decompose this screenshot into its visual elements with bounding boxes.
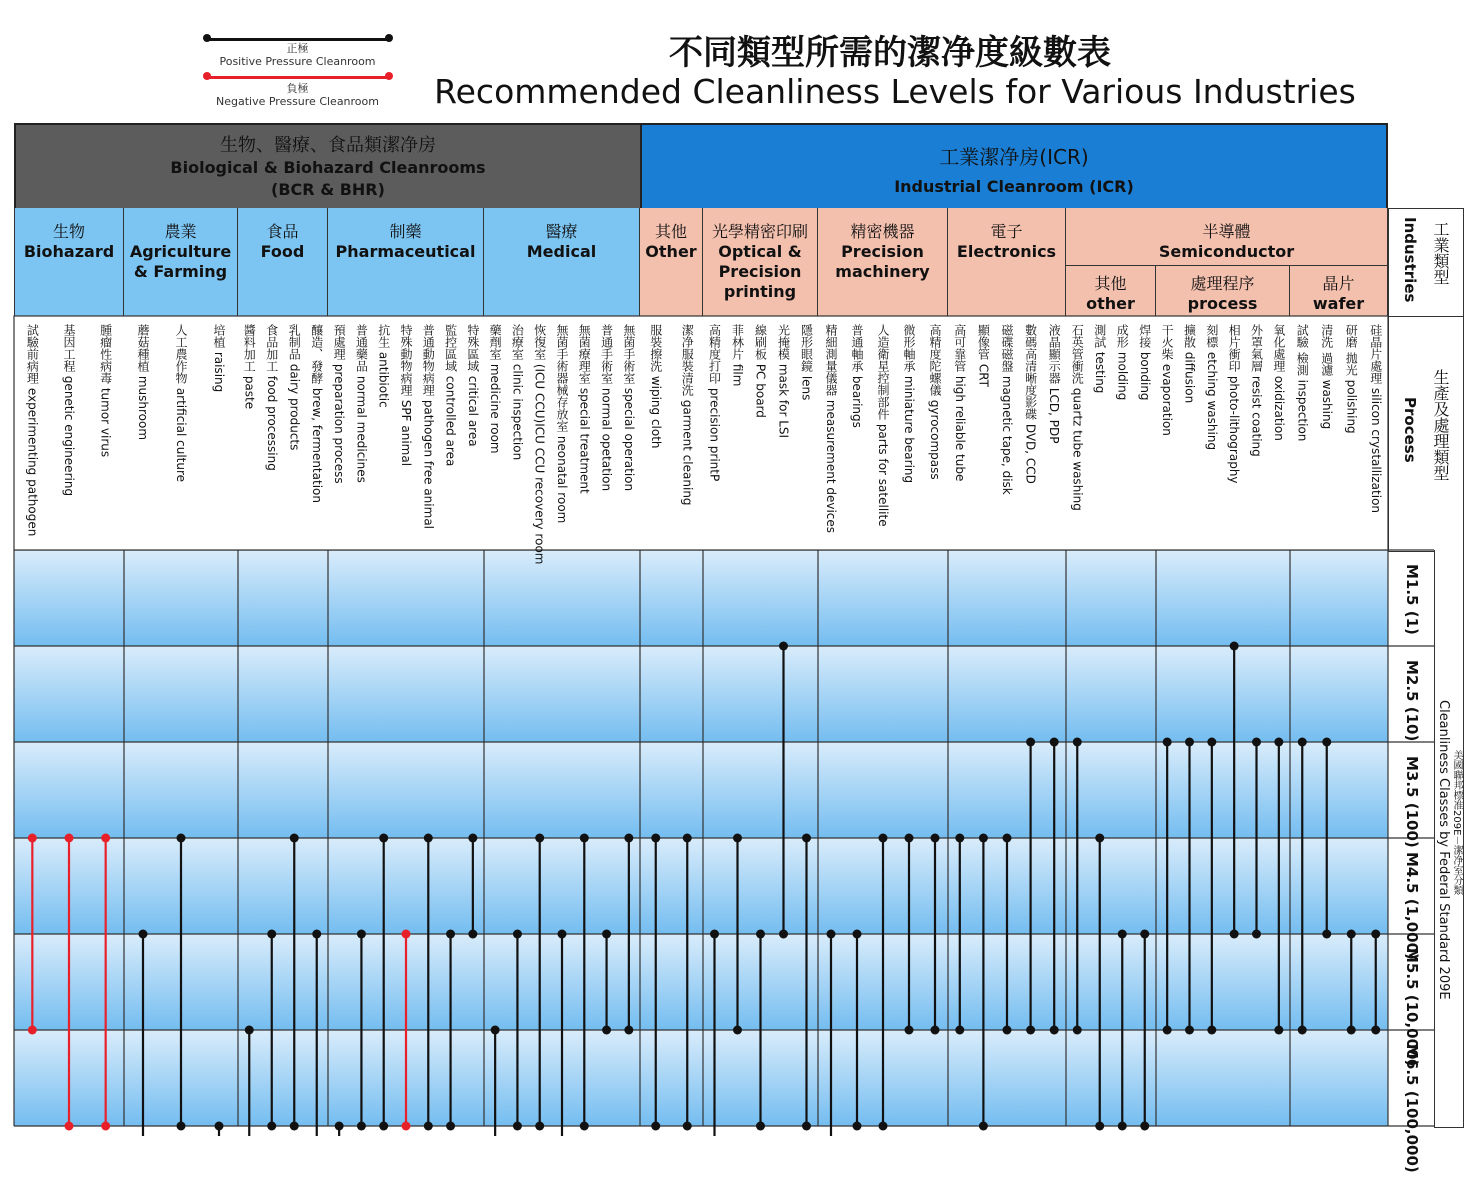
process-label-text: 無菌手術室 special operation [621,324,636,492]
biological-section-en: Biological & Biohazard Cleanrooms [170,158,486,177]
level-label [1390,1030,1434,1173]
process-label-text: 線刷板 PC board [753,324,768,418]
range-start-dot [979,834,988,843]
process-label [677,318,697,550]
process-label-text: 恢復室 (ICU CCU)ICU CCU recovery room [532,324,547,565]
category-en: Electronics [956,242,1057,261]
process-label-text: 隱形眼鏡 lens [799,324,814,401]
range-start-dot [853,930,862,939]
range-end-dot [1118,1122,1127,1131]
process-label-text: 清洗 過濾 washing [1319,324,1334,430]
range-end-dot [402,1122,411,1131]
range-start-dot [580,834,589,843]
range-start-dot [651,834,660,843]
category-en: Medical [526,242,597,261]
range-start-dot [28,834,37,843]
process-label [728,318,748,550]
range-start-dot [931,834,940,843]
range-start-dot [139,930,148,939]
category-en: wafer [1312,294,1365,313]
range-end-dot [879,1122,888,1131]
process-label [646,318,666,550]
process-label-text: 數碼高清晰度影碟 DVD, CCD [1023,324,1038,484]
range-end-dot [177,1122,186,1131]
process-label [284,318,304,550]
process-label [774,318,794,550]
range-end-dot [979,1122,988,1131]
process-label [22,318,42,550]
process-label-text: 精細測量儀器 measurement devices [824,324,838,534]
range-end-dot [853,1122,862,1131]
process-label-text: 刻標 etching washing [1204,324,1219,451]
process-label-text: 石英管衝洗 quartz tube washing [1070,324,1085,511]
process-label-text: 普通動物病理 pathogen free animal [421,324,436,530]
range-start-dot [558,930,567,939]
process-label-text: 高精度陀螺儀 gyrocompass [928,324,942,480]
process-label [1180,318,1200,550]
process-label [1067,318,1087,550]
process-label-text: 測試 testing [1092,324,1107,394]
range-start-dot [1026,738,1035,747]
range-end-dot [379,1122,388,1131]
process-label-text: 人造衛星控制部件 parts for satellite [876,324,890,527]
level-label [1390,646,1434,742]
range-start-dot [683,834,692,843]
range-end-dot [1347,1026,1356,1035]
range-end-dot [446,1122,455,1131]
range-start-dot [65,834,74,843]
process-label [574,318,594,550]
industrial-section-en: Industrial Cleanroom (ICR) [894,177,1134,196]
category-zh: 晶片 [1322,274,1355,293]
process-label-text: 基因工程 genetic engineering [62,324,76,497]
level-row-band [14,742,1388,838]
range-end-dot [602,1026,611,1035]
process-label [329,318,349,550]
range-end-dot [1073,1026,1082,1035]
process-label [1157,318,1177,550]
biological-section-zh: 生物、醫療、食品類潔净房 [220,135,436,156]
process-label [1090,318,1110,550]
range-end-dot [1252,930,1261,939]
process-label [1044,318,1064,550]
process-label-text: 高可靠管 high reliable tube [952,324,967,482]
category-en: Other [645,242,697,261]
title-chinese: 不同類型所需的潔净度級數表 [669,33,1111,73]
process-label-text: 普通手術室 normal opetation [599,324,614,492]
range-start-dot [1185,738,1194,747]
process-label [873,318,893,550]
range-start-dot [402,930,411,939]
process-label [1247,318,1267,550]
range-start-dot [1347,930,1356,939]
process-label [396,318,416,550]
range-end-dot [513,1122,522,1131]
category-zh: 農業 [164,222,197,241]
process-label-text: 干火柴 evaporation [1160,324,1175,436]
category-zh: 其他 [1094,274,1127,293]
process-label [374,318,394,550]
range-start-dot [491,1026,500,1035]
range-start-dot [1003,834,1012,843]
level-label-text: M2.5 (10) [1403,660,1421,742]
process-label-text: 試驗 檢測 inspection [1295,324,1310,442]
process-label-text: 無菌手術器械存放室 neonatal room [555,324,569,524]
industries-header-zh: 工業類型 [1431,221,1450,285]
process-label-text: 乳制品 dairy products [287,324,302,451]
process-label [307,318,327,550]
range-end-dot [1050,1026,1059,1035]
range-start-dot [1252,738,1261,747]
range-end-dot [1298,1026,1307,1035]
category-zh: 醫療 [545,222,578,241]
process-label-text: 擴散 diffusion [1182,324,1197,404]
level-label-text: M4.5 (1,000) [1403,852,1421,960]
process-label-text: 培植 raising [212,324,226,393]
negative-legend-en: Negative Pressure Cleanroom [215,95,379,108]
range-end-dot [733,1026,742,1035]
process-label-text: 高精度打印 precision printP [707,324,722,482]
range-start-dot [290,834,299,843]
level-label [1390,934,1434,1067]
process-label-text: 菲林片 film [730,324,745,387]
range-end-dot [1140,1122,1149,1131]
range-start-dot [827,930,836,939]
category-en: Pharmaceutical [335,242,476,261]
range-end-dot [28,1026,37,1035]
range-end-dot [905,1026,914,1035]
semiconductor-en: Semiconductor [1158,242,1295,261]
range-start-dot [1050,738,1059,747]
range-end-dot [101,1122,110,1131]
process-label [847,318,867,550]
range-end-dot [1322,930,1331,939]
level-row-band [14,1030,1388,1126]
process-label [552,318,572,550]
range-end-dot [1371,1026,1380,1035]
process-label-text: 光掩模 mask for LSI [776,324,791,439]
process-label [507,318,527,550]
category-zh: 食品 [266,222,299,241]
range-start-dot [535,834,544,843]
category-zh: 處理程序 [1190,274,1255,293]
process-label [1317,318,1337,550]
process-label [751,318,771,550]
range-end-dot [65,1122,74,1131]
range-start-dot [802,834,811,843]
process-label [925,318,945,550]
process-label-text: 研磨 拋光 polishing [1344,324,1359,434]
process-label-text: 監控區域 controlled area [443,324,458,467]
process-label-text: 相片衝印 photo-lithography [1227,324,1242,484]
process-label-text: 人工農作物 artificial culture [174,324,188,483]
category-zh: 制藥 [389,222,422,241]
process-label [171,318,191,550]
range-start-dot [1274,738,1283,747]
classes-header-en: Cleanliness Classes by Federal Standard 209E [1436,700,1451,1000]
classes-header-zh: 美國聯邦標准209E－潔净室分類 [1451,750,1462,896]
range-start-dot [357,930,366,939]
process-label [705,318,725,550]
process-label [1341,318,1361,550]
range-start-dot [1322,738,1331,747]
process-label-text: 預處理 preparation process [332,324,347,484]
process-label-text: 液晶顯示器 LCD, PDP [1047,324,1062,444]
level-row-band [14,646,1388,742]
process-label [1135,318,1155,550]
process-label [1269,318,1289,550]
process-label [1112,318,1132,550]
category-en: process [1187,294,1258,313]
range-start-dot [1207,738,1216,747]
process-label [96,318,116,550]
range-start-dot [1140,930,1149,939]
process-label-text: 食品加工 food processing [264,324,279,471]
range-end-dot [802,1122,811,1131]
industries-header-en: Industries [1401,217,1419,303]
process-label [133,318,153,550]
range-end-dot [357,1122,366,1131]
range-end-dot [931,1026,940,1035]
process-label [797,318,817,550]
category-en: Food [260,242,305,261]
process-label [239,318,259,550]
negative-legend-zh: 負極 [286,82,309,95]
process-label-text: 磁碟磁盤 magnetic tape, disk [1000,324,1014,495]
range-start-dot [177,834,186,843]
range-end-dot [955,1026,964,1035]
range-start-dot [602,930,611,939]
process-label-text: 成形 molding [1115,324,1130,401]
range-start-dot [756,930,765,939]
level-row-band [14,934,1388,1030]
category-zh: 光學精密印刷 [711,222,808,241]
range-start-dot [1095,834,1104,843]
process-label [1292,318,1312,550]
range-start-dot [710,930,719,939]
range-end-dot [267,1122,276,1131]
process-label [973,318,993,550]
range-start-dot [779,642,788,651]
range-end-dot [535,1122,544,1131]
level-label [1390,550,1434,646]
process-label [899,318,919,550]
range-start-dot [424,834,433,843]
range-end-dot [1163,1026,1172,1035]
category-zh: 精密機器 [850,222,915,241]
level-label [1390,742,1434,848]
process-label [59,318,79,550]
range-end-dot [779,930,788,939]
process-label [209,318,229,550]
category-zh: 生物 [52,222,85,241]
range-end-dot [1026,1026,1035,1035]
process-label-text: 無菌療理室 special treatment [577,324,592,494]
range-end-dot [651,1122,660,1131]
category-en: other [1086,294,1135,313]
level-row-band [14,550,1388,646]
range-end-dot [290,1122,299,1131]
range-start-dot [879,834,888,843]
range-start-dot [1298,738,1307,747]
range-end-dot [624,1026,633,1035]
range-end-dot [756,1122,765,1131]
range-start-dot [1163,738,1172,747]
process-label-text: 特殊動物病理 SPF animal [399,324,413,467]
process-label-text: 試驗前病理 experimenting pathogen [25,324,40,537]
range-end-dot [1185,1026,1194,1035]
process-label [262,318,282,550]
range-end-dot [1003,1026,1012,1035]
range-start-dot [1371,930,1380,939]
range-start-dot [245,1026,254,1035]
process-label-text: 藥劑室 medicine room [488,324,503,454]
process-label [1224,318,1244,550]
range-start-dot [1118,930,1127,939]
process-label-text: 外罩氣層 resist coating [1249,324,1264,457]
process-label [597,318,617,550]
process-label-text: 氧化處理 oxidization [1271,324,1286,441]
range-start-dot [215,1122,224,1131]
level-label-text: M3.5 (100) [1403,756,1421,848]
range-start-dot [379,834,388,843]
range-start-dot [1073,738,1082,747]
process-label-text: 釀造、發酵 brew, fermentation [309,324,324,503]
level-label-text: M1.5 (1) [1403,564,1421,635]
range-end-dot [468,930,477,939]
process-label [441,318,461,550]
process-label [418,318,438,550]
semiconductor-zh: 半導體 [1202,222,1251,241]
range-start-dot [624,834,633,843]
category-en: Agriculture & Farming [129,242,232,281]
range-start-dot [468,834,477,843]
range-end-dot [683,1122,692,1131]
process-label [619,318,639,550]
process-label [530,318,550,565]
range-start-dot [446,930,455,939]
process-label [463,318,483,550]
range-start-dot [1230,642,1239,651]
process-label-text: 顯像管 CRT [976,324,991,387]
range-start-dot [101,834,110,843]
range-start-dot [905,834,914,843]
title-english: Recommended Cleanliness Levels for Various Industries [434,72,1356,111]
process-label-text: 微形軸承 miniature bearing [902,324,916,484]
process-label-text: 治療室 clinic inspection [510,324,525,461]
process-label [997,318,1017,550]
range-start-dot [267,930,276,939]
range-start-dot [955,834,964,843]
industrial-section-zh: 工業潔净房(ICR) [939,145,1089,169]
process-label [950,318,970,550]
range-end-dot [1230,930,1239,939]
process-label-text: 蘑菇種植 mushroom [136,324,150,441]
range-start-dot [335,1122,344,1131]
biological-section-abbr: (BCR & BHR) [271,180,385,199]
range-end-dot [580,1122,589,1131]
process-label-text: 焊接 bonding [1137,324,1152,401]
process-label [1021,318,1041,550]
range-end-dot [1207,1026,1216,1035]
range-end-dot [1274,1026,1283,1035]
category-en: Precision machinery [835,242,930,281]
process-label-text: 特殊區域 critical area [465,324,480,447]
category-zh: 電子 [990,222,1023,241]
level-label [1390,838,1434,960]
category-zh: 其他 [654,222,687,241]
process-label-text: 抗生 antibiotic [376,324,391,408]
range-start-dot [513,930,522,939]
process-header-zh: 生產及處理類型 [1431,369,1450,481]
range-end-dot [1095,1122,1104,1131]
level-row-band [14,838,1388,934]
range-start-dot [312,930,321,939]
process-header-en: Process [1401,397,1419,463]
category-en: Optical & Precision printing [718,242,802,301]
process-label-text: 腫瘤性病毒 tumor virus [98,324,113,458]
process-label-text: 普通軸承 bearings [850,324,864,428]
positive-legend-zh: 正極 [286,42,309,55]
process-label [485,318,505,550]
category-en: Biohazard [23,242,115,261]
process-label-text: 服裝擦洗 wiping cloth [648,324,663,449]
process-label-text: 硅晶片處理 silicon crystallization [1368,324,1383,514]
process-label-text: 醬料加工 paste [242,324,257,410]
positive-legend-en: Positive Pressure Cleanroom [219,55,376,68]
process-label [821,318,841,550]
level-label-text: M5.5 (10,000) [1403,948,1421,1067]
range-end-dot [424,1122,433,1131]
process-label [1366,318,1386,550]
process-label-text: 普通藥品 normal medicines [354,324,369,483]
level-label-text: M6.5 (100,000) [1403,1044,1421,1173]
process-label [351,318,371,550]
process-label [1202,318,1222,550]
process-label-text: 潔净服裝清洗 garment cleaning [680,324,695,506]
range-start-dot [733,834,742,843]
